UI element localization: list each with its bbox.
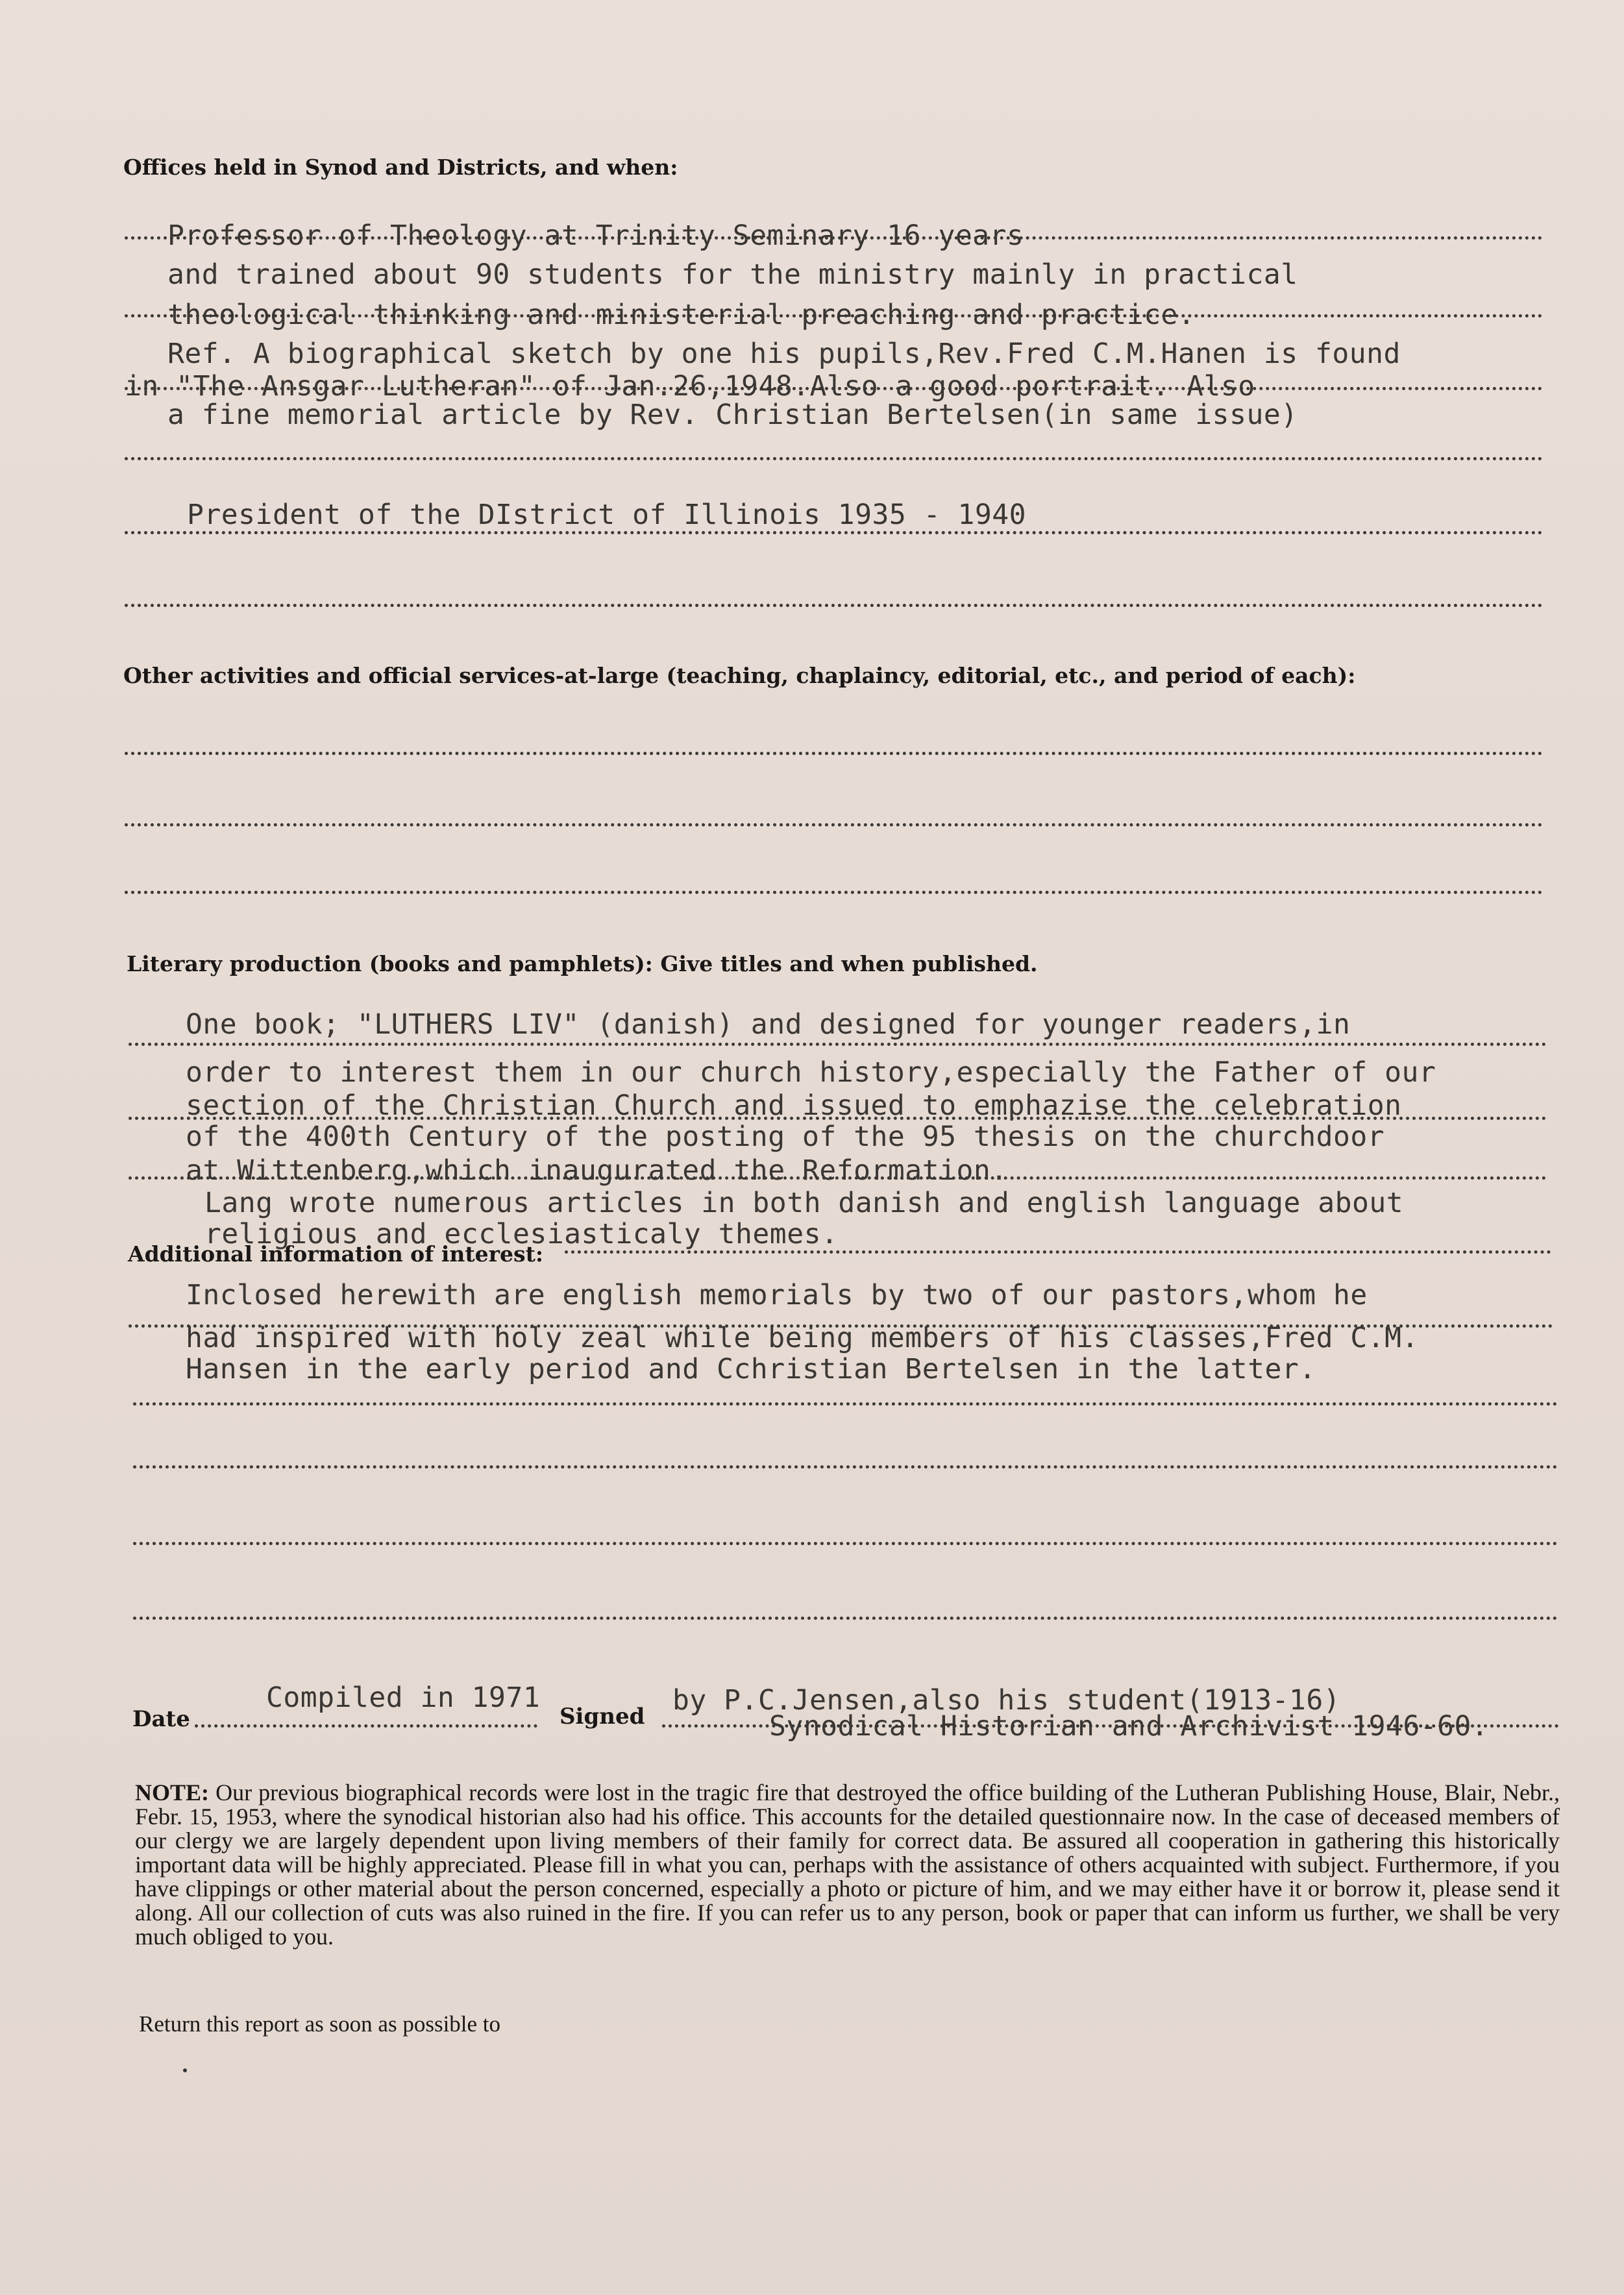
- offices-label: Offices held in Synod and Districts, and when:: [123, 155, 678, 180]
- form-line: [129, 1043, 1547, 1046]
- signed-label: Signed: [560, 1704, 645, 1730]
- date-value: Compiled in 1971: [266, 1681, 541, 1714]
- form-line: [125, 604, 1543, 607]
- paper-speck: [183, 2068, 187, 2072]
- other-activities-label: Other activities and official services-at-large (teaching, chaplaincy, editorial, etc., and period of each):: [123, 663, 1356, 688]
- note-text: Our previous biographical records were lost in the tragic fire that destroyed the office building of the Lutheran Publishing House, Blair, Nebr., Febr. 15, 1953, where the synodical historian also had his office. This accounts for the detailed questionnaire now. In the case of deceased members of our clergy we are largely dependent upon living members of their family for correct data. Be assured all cooperation in gathering this historically important data will be highly appreciated. Please fill in what you can, perhaps with the assistance of others acquainted with subject. Furthermore, if you have clippings or other material about the person concerned, especially a photo or picture of him, and we may either have it or borrow it, please send it along. All our collection of cuts was also ruined in the fire. If you can refer us to any person, book or paper that can inform us further, we shall be very much obliged to you.: [135, 1780, 1560, 1950]
- form-line: [125, 891, 1543, 894]
- literary-line-7: religious and ecclesiasticaly themes.: [204, 1218, 839, 1250]
- additional-line-2: had inspired with holy zeal while being members of his classes,Fred C.M.: [186, 1322, 1419, 1354]
- note-paragraph: [135, 1781, 1560, 1949]
- offices-line-6: a fine memorial article by Rev. Christian Bertelsen(in same issue): [167, 399, 1298, 431]
- form-line: [565, 1250, 1551, 1254]
- signed-value-2: Synodical Historian and Archivist 1946-60.: [769, 1710, 1489, 1743]
- date-line: [195, 1724, 537, 1728]
- offices-line-2: and trained about 90 students for the ministry mainly in practical: [167, 258, 1298, 291]
- additional-line-1: Inclosed herewith are english memorials by two of our pastors,whom he: [186, 1279, 1368, 1311]
- literary-line-1: One book; "LUTHERS LIV" (danish) and designed for younger readers,in: [186, 1008, 1351, 1041]
- form-line: [125, 823, 1543, 826]
- additional-line-3: Hansen in the early period and Cchristian Bertelsen in the latter.: [186, 1353, 1316, 1385]
- form-line: [133, 1465, 1558, 1469]
- date-label: Date: [132, 1706, 190, 1732]
- literary-line-5: at Wittenberg,which inaugurated the Reformation.: [186, 1154, 1008, 1187]
- form-line: [125, 752, 1543, 755]
- form-line: [133, 1617, 1558, 1620]
- offices-line-5: in "The Ansgar Lutheran" of Jan.26,1948.Also a good portrait. Also: [125, 370, 1255, 403]
- literary-line-6: Lang wrote numerous articles in both danish and english language about: [204, 1187, 1404, 1219]
- note-title: NOTE:: [135, 1780, 210, 1805]
- offices-line-4: Ref. A biographical sketch by one his pupils,Rev.Fred C.M.Hanen is found: [167, 338, 1401, 370]
- offices-line-7: President of the DIstrict of Illinois 1935 - 1940: [187, 499, 1027, 531]
- form-line: [133, 1402, 1558, 1406]
- literary-label: Literary production (books and pamphlets): Give titles and when published.: [127, 951, 1038, 976]
- form-line: [125, 457, 1543, 460]
- additional-label: Additional information of interest:: [128, 1241, 544, 1267]
- literary-line-4: of the 400th Century of the posting of the 95 thesis on the churchdoor: [186, 1121, 1385, 1153]
- form-line: [125, 531, 1543, 534]
- literary-line-2: order to interest them in our church history,especially the Father of our: [186, 1056, 1436, 1089]
- literary-line-3: section of the Christian Church and issued to emphazise the celebration: [186, 1089, 1402, 1122]
- offices-line-1: Professor of Theology at Trinity Seminary 16 years: [167, 219, 1024, 252]
- signed-value: by P.C.Jensen,also his student(1913-16): [672, 1684, 1341, 1717]
- form-line: [133, 1542, 1558, 1545]
- return-instruction: Return this report as soon as possible to: [139, 2011, 501, 2037]
- offices-line-3: theological thinking and ministerial preaching and practice.: [167, 299, 1196, 331]
